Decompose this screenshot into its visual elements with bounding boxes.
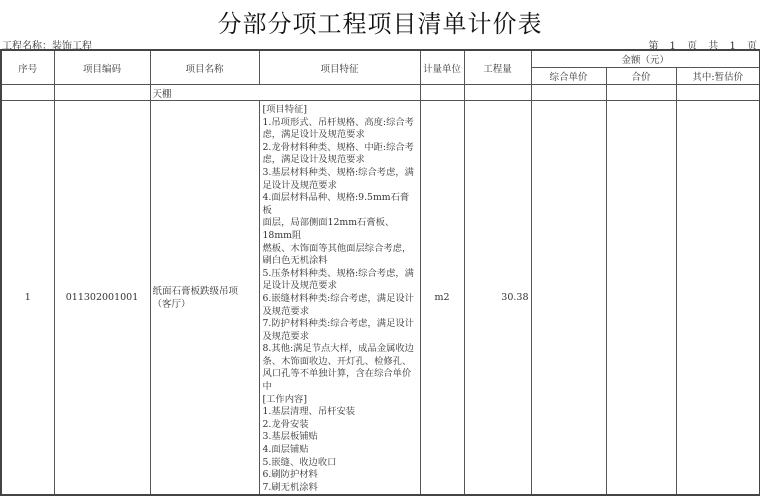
header-quantity: 工程量 bbox=[464, 50, 531, 85]
feature-line: 足设计及规范要求 bbox=[262, 179, 337, 191]
feature-line: 4.面层材料品种、规格:9.5mm石膏板 bbox=[262, 192, 410, 216]
section-provisional-cell bbox=[676, 85, 760, 101]
feature-line: 5.嵌缝、收边收口 bbox=[262, 456, 337, 468]
feature-line: 5.压条材料种类、规格:综合考虑，满 bbox=[262, 267, 414, 279]
header-provisional: 其中:暂估价 bbox=[676, 68, 760, 85]
feature-line: 虑，满足设计及规范要求 bbox=[262, 154, 365, 166]
project-name-label: 工程名称：装饰工程 bbox=[2, 41, 92, 52]
row-code: 011302001001 bbox=[54, 101, 150, 496]
feature-line: 风口孔等不单独计算，含在综合单价 bbox=[262, 368, 412, 380]
row-name: 纸面石膏板跌级吊项（客厅） bbox=[150, 101, 259, 496]
header-code: 项目编码 bbox=[54, 50, 150, 85]
row-provisional bbox=[676, 101, 760, 496]
feature-line: 虑，满足设计及规范要求 bbox=[262, 129, 365, 141]
pricing-table bbox=[0, 49, 760, 496]
section-label: 天棚 bbox=[150, 85, 420, 101]
row-unit: m2 bbox=[420, 101, 464, 496]
feature-line: 2.龙骨安装 bbox=[262, 418, 309, 430]
feature-line: 燃板、木饰面等其他面层综合考虑， bbox=[262, 242, 412, 254]
feature-line: 中 bbox=[262, 381, 272, 393]
header-amount-group: 金额（元） bbox=[531, 50, 760, 68]
row-unit-price bbox=[531, 101, 606, 496]
feature-line: 足设计及规范要求 bbox=[262, 280, 337, 292]
header-features: 项目特征 bbox=[259, 50, 420, 85]
feature-line: 8.其他:满足节点大样，成品金属收边 bbox=[262, 343, 414, 355]
row-total bbox=[606, 101, 676, 496]
header-unit-price: 综合单价 bbox=[531, 68, 606, 85]
feature-line: 条、木饰面收边、开灯孔、检修孔、 bbox=[262, 355, 412, 367]
feature-line: 4.面层铺贴 bbox=[262, 444, 309, 456]
section-quantity-cell bbox=[464, 85, 531, 101]
section-total-cell bbox=[606, 85, 676, 101]
feature-line: [项目特征] bbox=[262, 104, 307, 115]
header-row-1 bbox=[1, 50, 760, 68]
feature-line: 7.刷无机涂料 bbox=[262, 481, 318, 493]
row-features bbox=[259, 101, 420, 496]
feature-line: 6.刷防护材料 bbox=[262, 469, 318, 481]
header-unit: 计量单位 bbox=[420, 50, 464, 85]
header-total: 合价 bbox=[606, 68, 676, 85]
row-seq: 1 bbox=[1, 101, 54, 496]
feature-line: 6.嵌缝材料种类:综合考虑，满足设计 bbox=[262, 292, 414, 304]
page-title: 分部分项工程项目清单计价表 bbox=[217, 10, 543, 38]
feature-line: [工作内容] bbox=[262, 393, 307, 405]
feature-line: 3.基层材料种类、规格:综合考虑，满 bbox=[262, 166, 414, 178]
header-name: 项目名称 bbox=[150, 50, 259, 85]
row-quantity: 30.38 bbox=[464, 101, 531, 496]
feature-line: 及规范要求 bbox=[262, 305, 309, 317]
page-indicator: 第 1 页 共 1 页 bbox=[648, 41, 758, 52]
feature-line: 7.防护材料种类:综合考虑，满足设计 bbox=[262, 318, 414, 330]
section-seq-cell bbox=[1, 85, 54, 101]
section-unit-price-cell bbox=[531, 85, 606, 101]
header-seq: 序号 bbox=[1, 50, 54, 85]
feature-line: 1.吊项形式、吊杆规格、高度:综合考 bbox=[262, 116, 414, 128]
feature-line: 面层，局部侧面12mm石膏板、18mm阻 bbox=[262, 217, 395, 241]
section-row bbox=[1, 85, 760, 101]
feature-line: 2.龙骨材料种类、规格、中距:综合考 bbox=[262, 141, 414, 153]
feature-line: 刷白色无机涂料 bbox=[262, 255, 328, 267]
feature-line: 及规范要求 bbox=[262, 330, 309, 342]
table-row bbox=[1, 101, 760, 496]
section-code-cell bbox=[54, 85, 150, 101]
section-unit-cell bbox=[420, 85, 464, 101]
feature-line: 1.基层清理、吊杆安装 bbox=[262, 406, 356, 418]
feature-line: 3.基层板铺贴 bbox=[262, 431, 318, 443]
